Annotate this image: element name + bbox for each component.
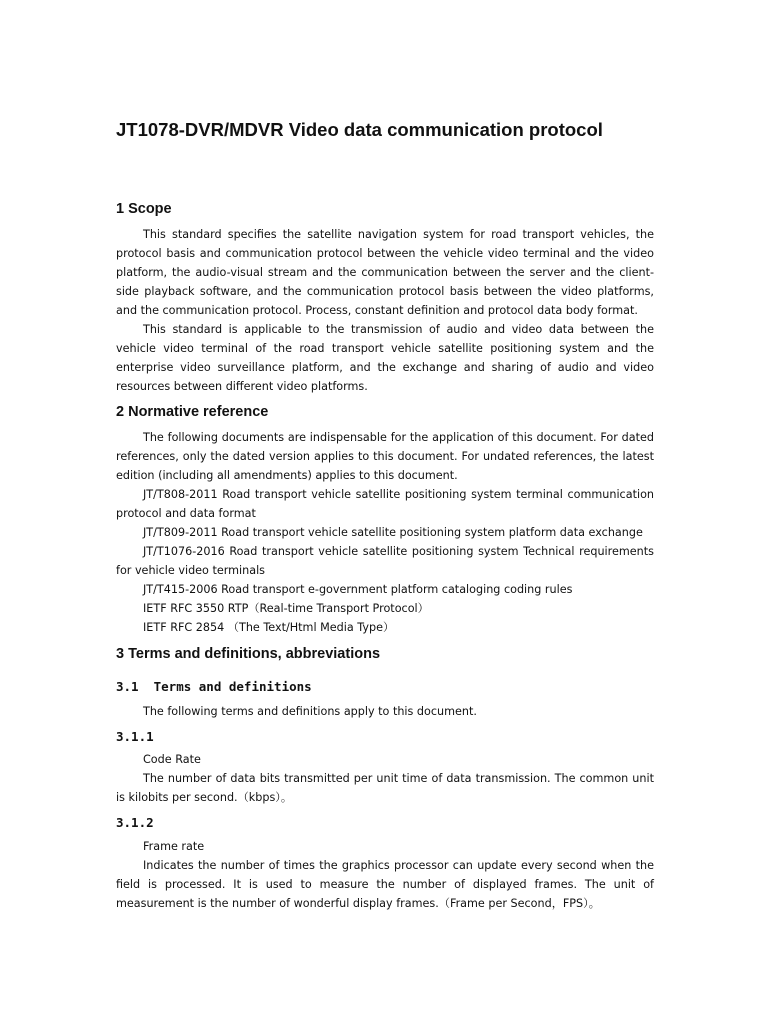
section-heading-normative-reference: 2 Normative reference: [116, 404, 269, 420]
section-heading-scope: 1 Scope: [116, 201, 172, 217]
section-heading-terms: 3 Terms and definitions, abbreviations: [116, 646, 381, 662]
reference-item: JT/T415-2006 Road transport e-government platform cataloging coding rules: [143, 583, 573, 596]
scope-paragraph: This standard specifies the satellite navigation system for road transport vehicles, the protocol basis and communication protocol between the vehicle video terminal and the video platform, the audio-visual stream and the communication between the server and the client-side playback software, and the communication protocol basis between the video platforms, and the communication protocol. Process, constant definition and protocol data body format.: [116, 228, 654, 317]
terms-intro-paragraph: The following terms and definitions apply to this document.: [143, 705, 477, 718]
reference-item: JT/T808-2011 Road transport vehicle satellite positioning system terminal communication protocol and data format: [116, 488, 654, 520]
reference-item: JT/T1076-2016 Road transport vehicle satellite positioning system Technical requirements for vehicle video terminals: [116, 545, 654, 577]
document-title: JT1078-DVR/MDVR Video data communication protocol: [116, 119, 603, 140]
normative-paragraph: The following documents are indispensable for the application of this document. For dated references, only the dated version applies to this document. For undated references, the latest edition (including all amendments) applies to this document.: [116, 431, 654, 482]
document-page: [116, 0, 654, 1024]
term-definition: Indicates the number of times the graphics processor can update every second when the field is processed. It is used to measure the number of displayed frames. The unit of measurement is the number of wonderful display frames.（Frame per Second，FPS）。: [116, 859, 654, 910]
scope-paragraph: This standard is applicable to the transmission of audio and video data between the vehicle video terminal of the road transport vehicle satellite positioning system and the enterprise video surveillance platform, and the exchange and sharing of audio and video resources between different video platforms.: [116, 323, 654, 393]
term-definition: The number of data bits transmitted per unit time of data transmission. The common unit is kilobits per second.（kbps）。: [116, 772, 654, 804]
reference-item: JT/T809-2011 Road transport vehicle satellite positioning system platform data exchange: [143, 526, 643, 539]
term-name: Frame rate: [143, 840, 205, 853]
subsection-heading-3-1-1: 3.1.1: [116, 729, 154, 744]
term-name: Code Rate: [143, 753, 201, 766]
reference-item: IETF RFC 3550 RTP（Real-time Transport Protocol）: [143, 602, 429, 615]
reference-item: IETF RFC 2854 （The Text/Html Media Type）: [143, 621, 395, 634]
subsection-heading-3-1: 3.1 Terms and definitions: [116, 679, 312, 694]
subsection-heading-3-1-2: 3.1.2: [116, 815, 154, 830]
